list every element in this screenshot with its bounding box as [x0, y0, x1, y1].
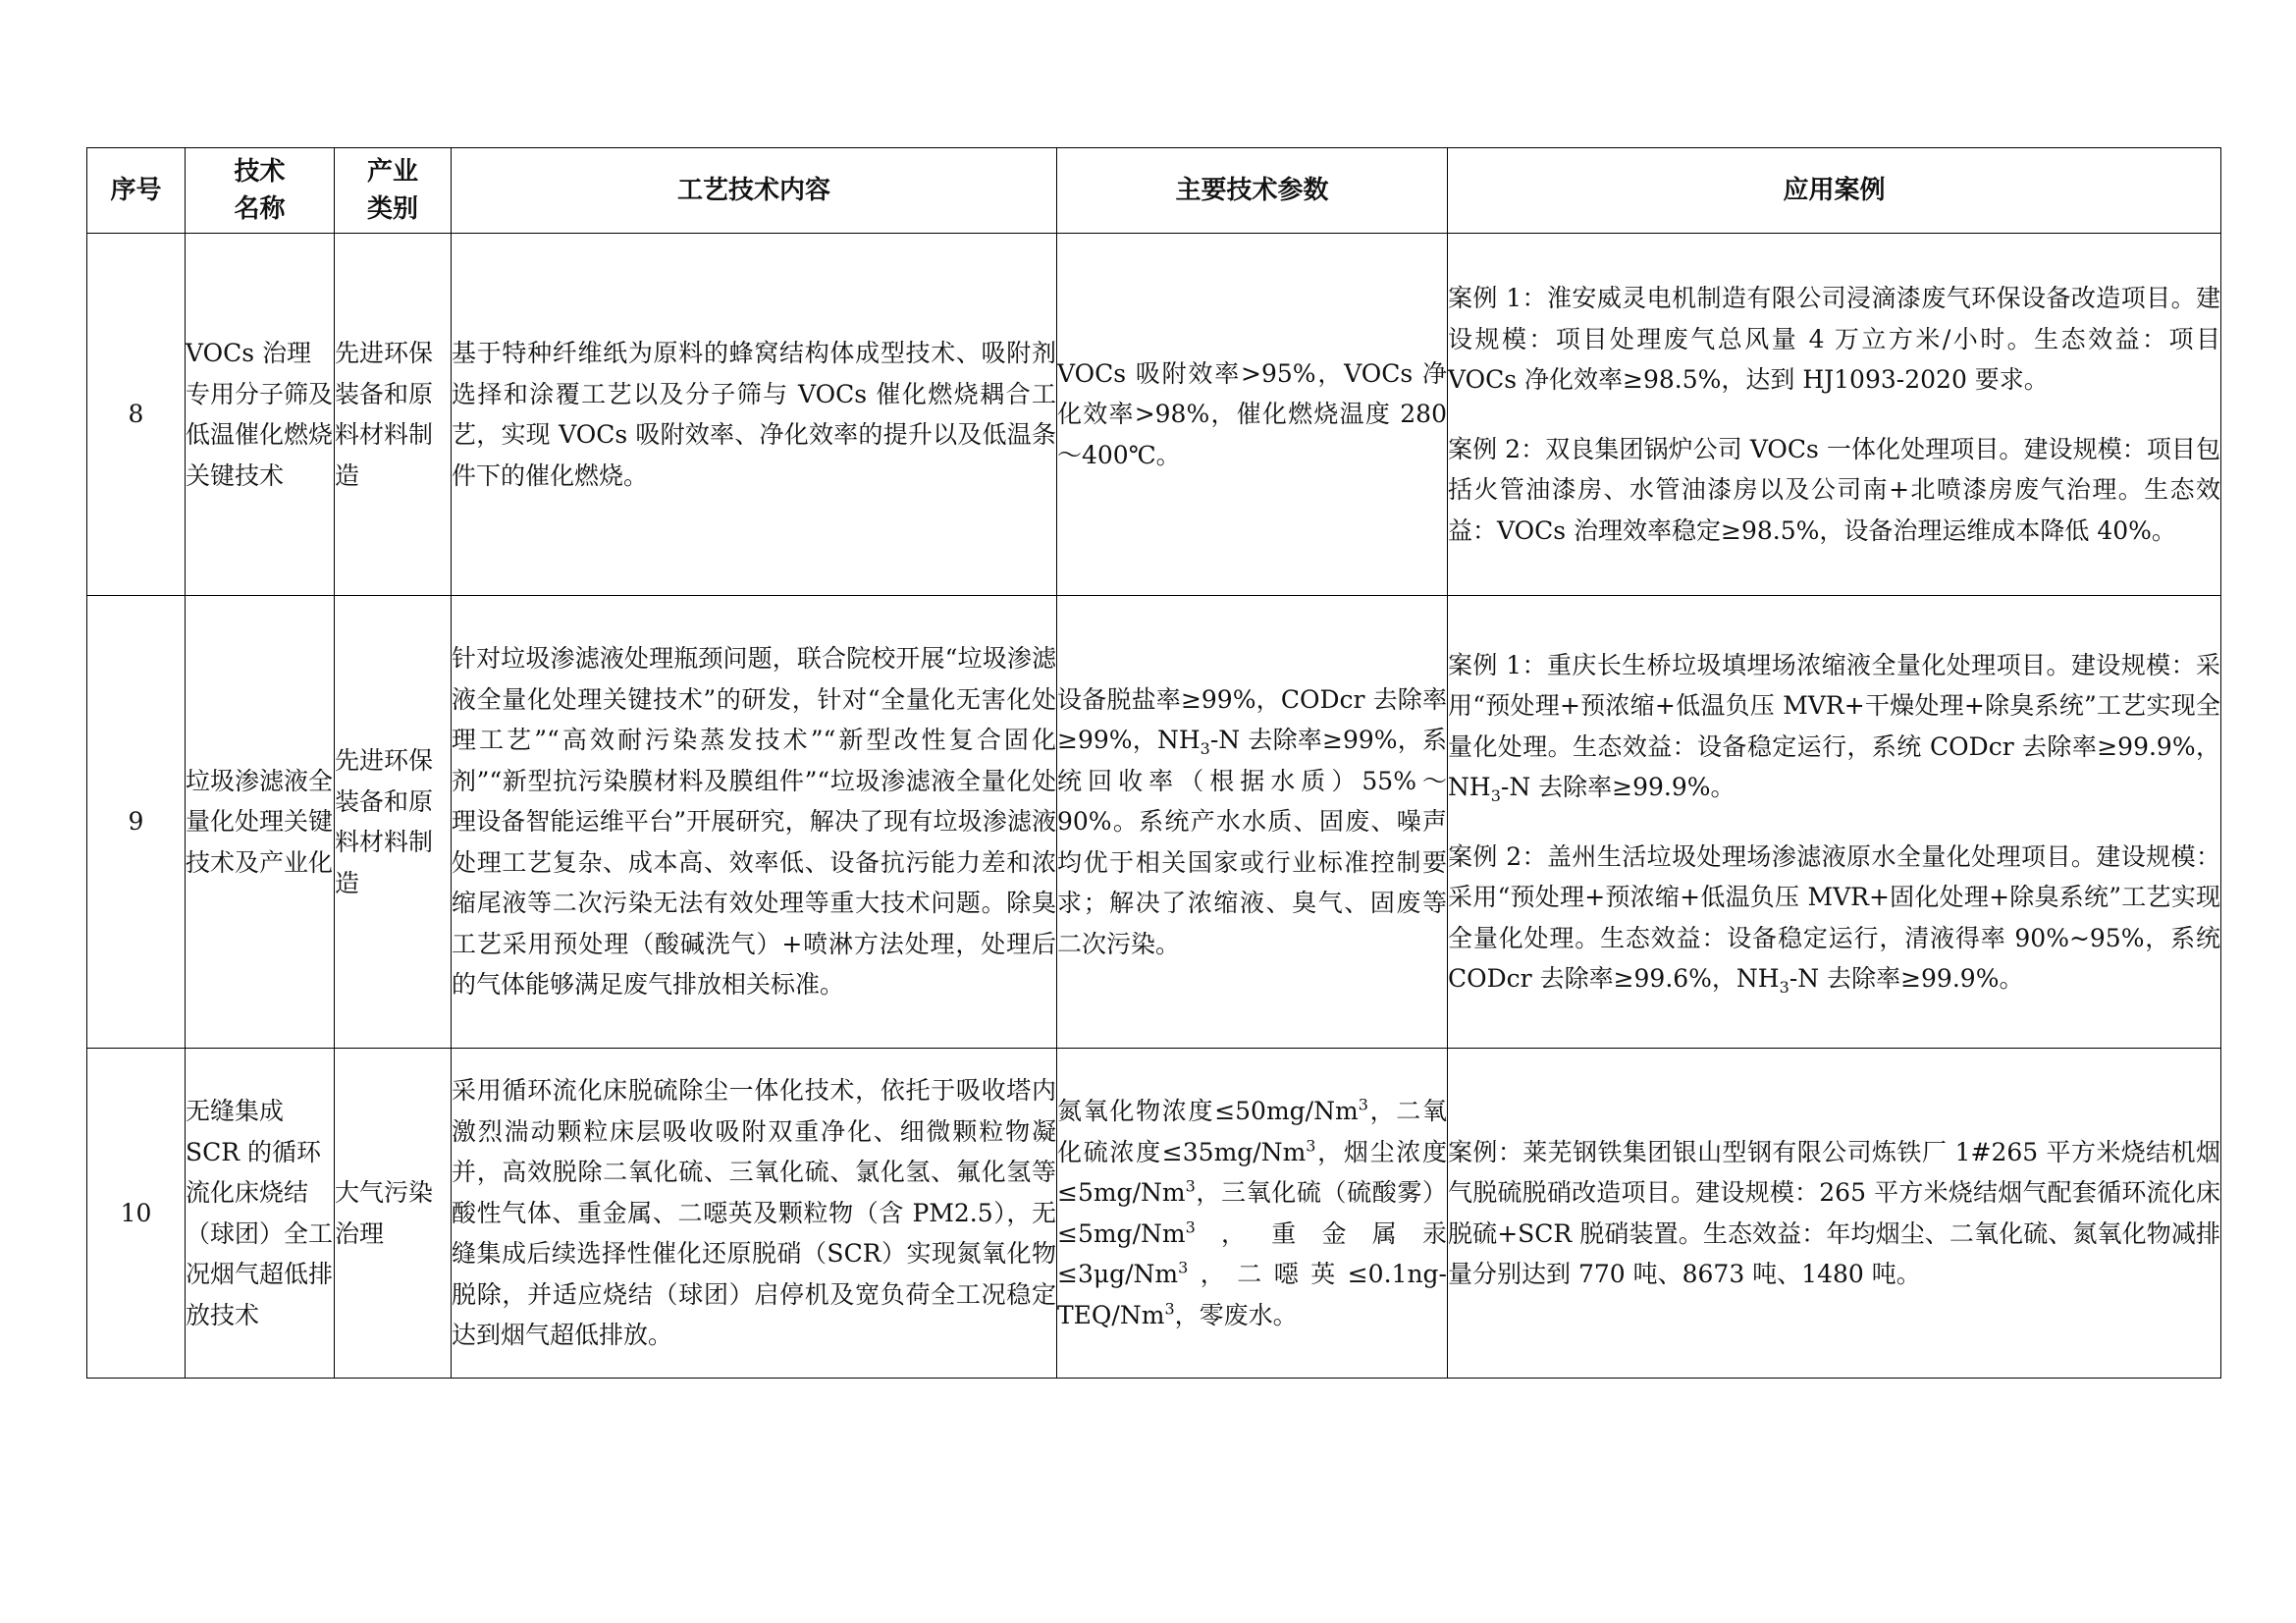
application-cases: [1448, 1049, 2221, 1379]
case-item: 案例 1：重庆长生桥垃圾填埋场浓缩液全量化处理项目。建设规模：采用“预处理+预浓缩+低温负压 MVR+干燥处理+除臭系统”工艺实现全量化处理。生态效益：设备稳定运行，系统 CODcr 去除率≥99.9%，$NH_3-N$ 去除率≥99.9%。: [1448, 650, 2220, 805]
case-item: 案例 2：盖州生活垃圾处理场渗滤液原水全量化处理项目。建设规模：采用“预处理+预浓缩+低温负压 MVR+固化处理+除臭系统”工艺实现全量化处理。生态效益：设备稳定运行，清液得率 90%~95%，系统 CODcr 去除率≥99.6%，$NH_3-N$ 去除率≥99.9%。: [1448, 841, 2220, 997]
row-number: 8: [87, 234, 186, 596]
col-header-params: 主要技术参数: [1057, 148, 1448, 234]
case-item: 案例：莱芜钢铁集团银山型钢有限公司炼铁厂 1#265 平方米烧结机烟气脱硫脱硝改造项目。建设规模：265 平方米烧结烟气配套循环流化床脱硫+SCR 脱硝装置。生态效益：年均烟尘、二氧化硫、氮氧化物减排量分别达到 770 吨、8673 吨、1480 吨。: [1448, 1137, 2220, 1288]
table-row: [87, 234, 2221, 596]
row-number: 10: [87, 1049, 186, 1379]
process-content: 基于特种纤维纸为原料的蜂窝结构体成型技术、吸附剂选择和涂覆工艺以及分子筛与 VOCs 催化燃烧耦合工艺，实现 VOCs 吸附效率、净化效率的提升以及低温条件下的催化燃烧。: [452, 234, 1057, 596]
table-row: [87, 1049, 2221, 1379]
tech-params: VOCs 吸附效率>95%，VOCs 净化效率>98%，催化燃烧温度 280～400℃。: [1057, 234, 1448, 596]
industry-category: 先进环保装备和原料材料制造: [335, 596, 452, 1049]
col-header-no: 序号: [87, 148, 186, 234]
technology-table: [86, 147, 2221, 1379]
tech-name: VOCs 治理专用分子筛及低温催化燃烧关键技术: [186, 234, 335, 596]
col-header-name: 技术 名称: [186, 148, 335, 234]
industry-category: 先进环保装备和原料材料制造: [335, 234, 452, 596]
table-row: [87, 596, 2221, 1049]
application-cases: [1448, 234, 2221, 596]
case-item: 案例 2：双良集团锅炉公司 VOCs 一体化处理项目。建设规模：项目包括火管油漆房、水管油漆房以及公司南+北喷漆房废气治理。生态效益：VOCs 治理效率稳定≥98.5%，设备治理运维成本降低 40%。: [1448, 434, 2220, 545]
industry-category: 大气污染治理: [335, 1049, 452, 1379]
col-header-cases: 应用案例: [1448, 148, 2221, 234]
tech-name: 无缝集成 SCR 的循环流化床烧结（球团）全工况烟气超低排放技术: [186, 1049, 335, 1379]
row-number: 9: [87, 596, 186, 1049]
process-content: 采用循环流化床脱硫除尘一体化技术，依托于吸收塔内激烈湍动颗粒床层吸收吸附双重净化、细微颗粒物凝并，高效脱除二氧化硫、三氧化硫、氯化氢、氟化氢等酸性气体、重金属、二噁英及颗粒物（含 PM2.5），无缝集成后续选择性催化还原脱硝（SCR）实现氮氧化物脱除，并适应烧结（球团）启停机及宽负荷全工况稳定达到烟气超低排放。: [452, 1049, 1057, 1379]
application-cases: [1448, 596, 2221, 1049]
case-item: 案例 1：淮安威灵电机制造有限公司浸滴漆废气环保设备改造项目。建设规模：项目处理废气总风量 4 万立方米/小时。生态效益：项目 VOCs 净化效率≥98.5%，达到 HJ1093-2020 要求。: [1448, 284, 2220, 394]
tech-params: 设备脱盐率≥99%，CODcr 去除率≥99%，$NH_3-N$ 去除率≥99%，系统回收率（根据水质）55%～90%。系统产水水质、固废、噪声均优于相关国家或行业标准控制要求；解决了浓缩液、臭气、固废等二次污染。: [1057, 596, 1448, 1049]
tech-name: 垃圾渗滤液全量化处理关键技术及产业化: [186, 596, 335, 1049]
table-header-row: [87, 148, 2221, 234]
col-header-process: 工艺技术内容: [452, 148, 1057, 234]
tech-params: 氮氧化物浓度$\le 50mg/Nm^3$，二氧化硫浓度$\le 35mg/Nm^3$，烟尘浓度$\le 5mg/Nm^3$，三氧化硫（硫酸雾）$\le 5mg/Nm^3$，重金属汞$\le 3\mu g/Nm^3$，二噁英$\le 0.1ng-TEQ/Nm^3$，零废水。: [1057, 1049, 1448, 1379]
col-header-industry: 产业 类别: [335, 148, 452, 234]
process-content: 针对垃圾渗滤液处理瓶颈问题，联合院校开展“垃圾渗滤液全量化处理关键技术”的研发，针对“全量化无害化处理工艺”“高效耐污染蒸发技术”“新型改性复合固化剂”“新型抗污染膜材料及膜组件”“垃圾渗滤液全量化处理设备智能运维平台”开展研究，解决了现有垃圾渗滤液处理工艺复杂、成本高、效率低、设备抗污能力差和浓缩尾液等二次污染无法有效处理等重大技术问题。除臭工艺采用预处理（酸碱洗气）+喷淋方法处理，处理后的气体能够满足废气排放相关标准。: [452, 596, 1057, 1049]
